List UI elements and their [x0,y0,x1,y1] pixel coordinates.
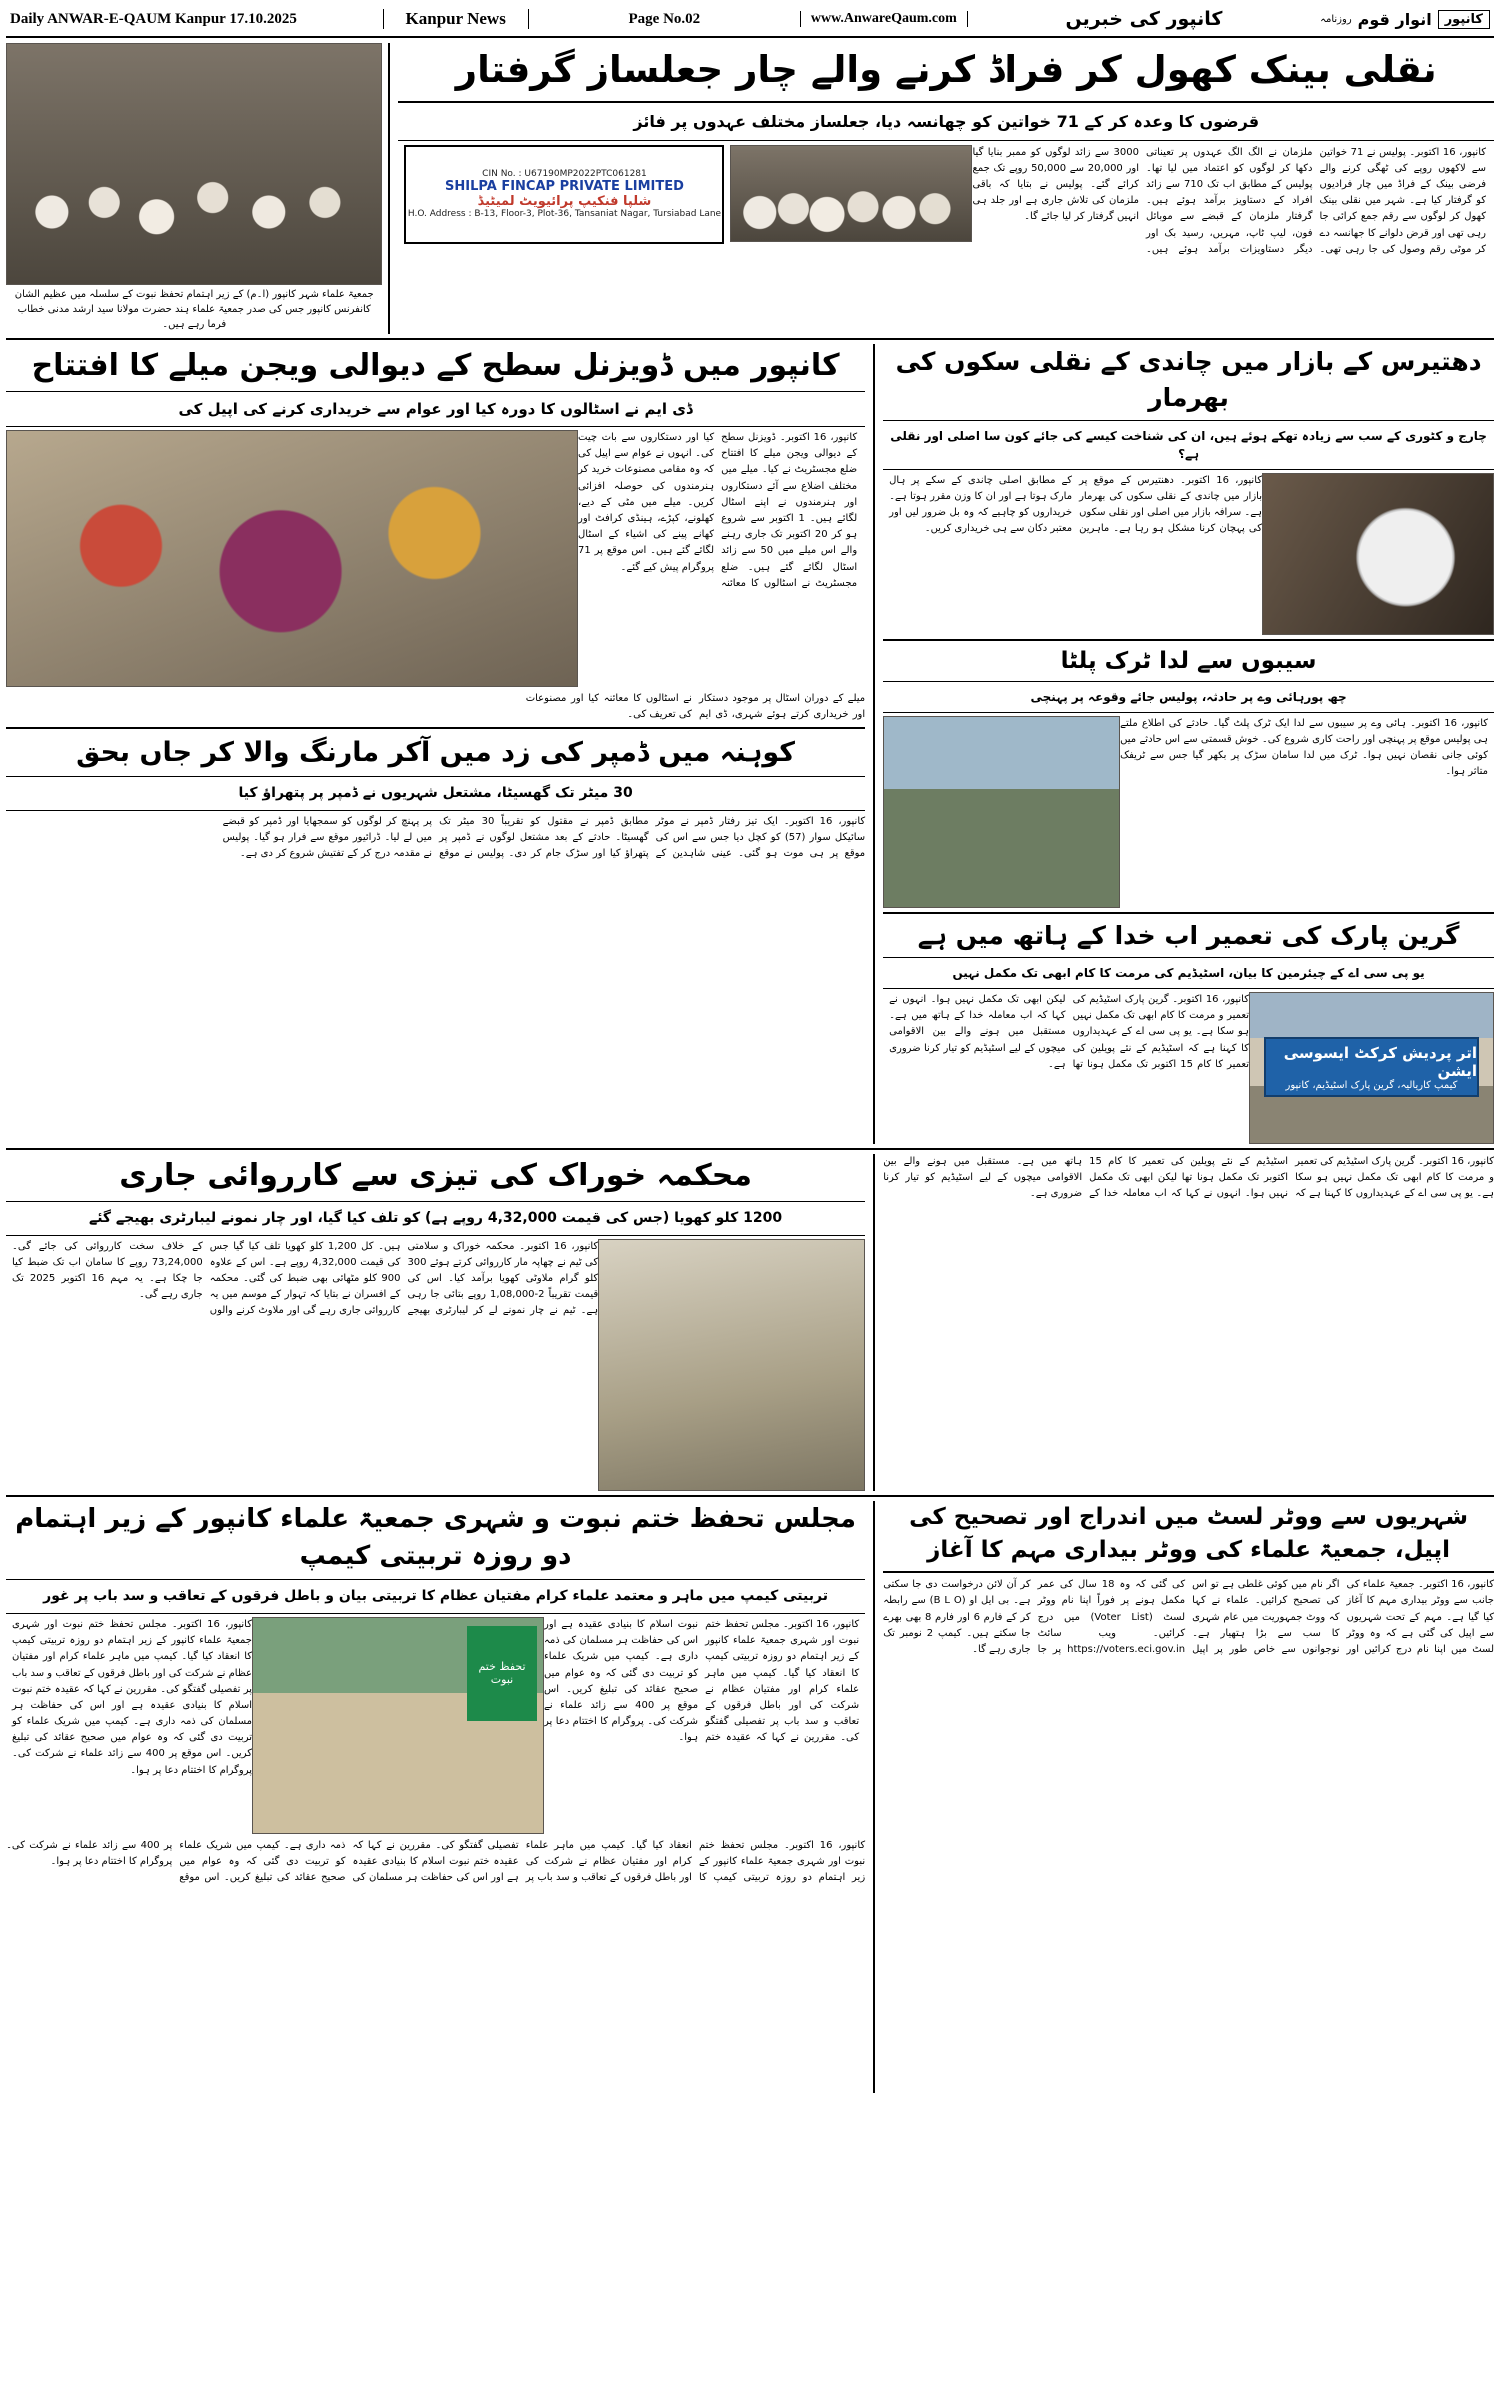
masthead [6,4,1494,38]
story6-body: کانپور، 16 اکتوبر۔ گرین پارک اسٹیڈیم کی تعمیر و مرمت کا کام ابھی تک مکمل نہیں ہو سکا ہے۔ یو پی سی اے کے عہدیداروں کا کہنا ہے کہ اسٹیڈیم کے نئے پویلین کی تعمیر کا کام 15 اکتوبر تک مکمل ہونا تھا لیکن ابھی تک مکمل نہیں ہوا۔ انہوں نے کہا کہ اب معاملہ خدا کے ہاتھ میں ہے۔ مستقبل میں ہونے والے بین الاقوامی میچوں کے لیے اسٹیڈیم کو تیار کرنا ضروری ہے۔ [889,994,1249,1070]
upca-office-photo [1249,992,1494,1144]
story5-headline: کوہنہ میں ڈمپر کی زد میں آکر مارنگ والا کر جاں بحق [76,737,796,769]
story4-body: کانپور، 16 اکتوبر۔ ہائی وے پر سیبوں سے لدا ایک ٹرک پلٹ گیا۔ حادثے کی اطلاع ملتے ہی پولیس موقع پر پہنچی اور راحت کاری شروع کی۔ خوش قسمتی سے اس حادثے میں کوئی جانی نقصان نہیں ہوا۔ ٹرک میں لدا سامان سڑک پر بکھر گیا جس سے ٹریفک متاثر ہوا۔ [1120,717,1488,778]
story4 [883,645,1494,908]
story2-headline: کانپور میں ڈویزنل سطح کے دیوالی ویجن میلے کا افتتاح [31,348,840,383]
story6-headline: گرین پارک کی تعمیر اب خدا کے ہاتھ میں ہے [917,920,1460,950]
story7-headline: محکمہ خوراک کی تیزی سے کارروائی جاری [119,1158,752,1194]
story8-headline: مجلس تحفظ ختم نبوت و شہری جمعیۃ علماء کانپور کے زیر اہتمام دو روزہ تربیتی کیمپ [15,1503,856,1572]
section-title: Kanpur News [383,9,529,29]
story5-body: کانپور، 16 اکتوبر۔ ایک تیز رفتار ڈمپر نے موٹر سائیکل سوار (57) کو کچل دیا جس سے اس کی موقع پر ہی موت ہو گئی۔ عینی شاہدین کے مطابق ڈمپر نے مقتول کو تقریباً 30 میٹر تک گھسیٹا۔ حادثے کے بعد مشتعل لوگوں نے ڈمپر پر پتھراؤ کیا اور سڑک جام کر دی۔ پولیس نے موقع پر پہنچ کر لوگوں کو سمجھایا اور ڈمپر کو قبضے میں لے لیا۔ ڈرائیور موقع سے فرار ہو گیا۔ پولیس نے مقدمہ درج کر کے تفتیش شروع کر دی ہے۔ [222,815,866,859]
website-url[interactable]: www.AnwareQaum.com [800,11,968,27]
masthead-left [10,11,297,28]
logo-kicker: روزنامہ [1320,13,1352,25]
story8-body-b: کانپور، 16 اکتوبر۔ مجلس تحفظ ختم نبوت اور شہری جمعیۃ علماء کانپور کے زیر اہتمام دو روزہ تربیتی کیمپ کا انعقاد کیا گیا۔ کیمپ میں ماہر علماء کرام اور مفتیان عظام نے شرکت کی اور باطل فرقوں کے تعاقب و سد باب پر تفصیلی گفتگو کی۔ مقررین نے کہا کہ عقیدہ ختم نبوت اسلام کا بنیادی عقیدہ ہے اور اس کی حفاظت ہر مسلمان کی ذمہ داری ہے۔ کیمپ میں شریک علماء کو تربیت دی گئی کہ وہ عوام میں صحیح عقائد کی تبلیغ کریں۔ اس موقع پر 400 سے زائد علماء نے شرکت کی۔ پروگرام کا اختتام دعا پر ہوا۔ [544,1618,860,1744]
story3 [883,344,1494,635]
banner-title: SHILPA FINCAP PRIVATE LIMITED [445,179,684,195]
logo-city: کانپور [1438,10,1490,29]
story1-headline: نقلی بینک کھول کر فراڈ کرنے والے چار جعلساز گرفتار [455,48,1437,91]
story3-body: کانپور، 16 اکتوبر۔ دھنتیرس کے موقع پر بازار میں چاندی کے نقلی سکوں کی بھرمار ہے۔ سرافہ بازار میں اصلی اور نقلی سکوں کی پہچان کرنا مشکل ہو رہا ہے۔ ماہرین کے مطابق اصلی چاندی کے سکے پر ہال مارک ہوتا ہے اور ان کا وزن مقرر ہوتا ہے۔ خریداروں کو چاہیے کہ وہ بل ضرور لیں اور معتبر دکان سے ہی خریداری کریں۔ [889,474,1263,535]
story1 [388,43,1494,334]
story1-photo-block [6,43,388,334]
story1-subhead: قرضوں کا وعدہ کر کے 71 خواتین کو چھانسہ دیا، جعلساز مختلف عہدوں پر فائز [633,111,1260,131]
banner-cin: CIN No. : U67190MP2022PTC061281 [482,169,647,180]
issue-date: 17.10.2025 [229,10,297,27]
banner-title-urdu: شلپا فنکیپ پرائیویٹ لمیٹیڈ [477,194,652,210]
conference-photo-caption: جمعیۃ علماء شہر کانپور (ا۔م) کے زیر اہتمام تحفظ نبوت کے سلسلہ میں عظیم الشان کانفرنس کانپور جس کی صدر جمعیۃ علماء ہند حضرت مولانا سید ارشد مدنی خطاب فرما رہے ہیں۔ [14,289,374,330]
story2 [6,344,873,1144]
story8-subhead: تربیتی کیمپ میں ماہر و معتمد علماء کرام مفتیان عظام کا تربیتی بیان و باطل فرقوں کے تعاقب و سد باب پر غور [43,1587,828,1604]
story6-subhead: یو پی سی اے کے چیئرمین کا بیان، اسٹیڈیم کی مرمت کا کام ابھی تک مکمل نہیں [952,966,1425,981]
story3-headline: دھتیرس کے بازار میں چاندی کے نقلی سکوں کی بھرمار [895,347,1482,413]
story7-body: کانپور، 16 اکتوبر۔ محکمہ خوراک و سلامتی کی ٹیم نے چھاپہ مار کارروائی کرتے ہوئے 300 کلو گرام ملاوٹی کھویا برآمد کیا۔ اس کی قیمت تقریباً 2-1,08,000 روپے بتائی جا رہی ہے۔ ٹیم نے چار نمونے لے کر لیبارٹری بھیجے ہیں۔ کل 1,200 کلو کھویا تلف کیا گیا جس کی قیمت 4,32,000 روپے ہے۔ اس کے علاوہ 900 کلو مٹھائی بھی ضبط کی گئی۔ محکمہ کے افسران نے بتایا کہ تہوار کے موسم میں یہ کارروائی جاری رہے گی اور ملاوٹ کرنے والوں کے خلاف سخت کارروائی کی جائے گی۔ 73,24,000 روپے کا سامان اب تک ضبط کیا جا چکا ہے۔ یہ مہم 16 اکتوبر 2025 تک جاری رہے گی۔ [12,1240,599,1317]
company-banner [404,145,724,244]
story6 [883,918,1494,1144]
story2-subhead: ڈی ایم نے اسٹالوں کا دورہ کیا اور عوام سے خریداری کرنے کی اپیل کی [178,399,693,418]
paper-title: Daily ANWAR-E-QAUM Kanpur [10,10,226,27]
banner-address: H.O. Address : B-13, Floor-3, Plot-36, Tansaniat Nagar, Tursiabad Lane [407,209,722,220]
story6-body-cont: کانپور، 16 اکتوبر۔ گرین پارک اسٹیڈیم کی تعمیر و مرمت کا کام ابھی تک مکمل نہیں ہو سکا ہے۔ یو پی سی اے کے عہدیداروں کا کہنا ہے کہ اسٹیڈیم کے نئے پویلین کی تعمیر کا کام 15 اکتوبر تک مکمل ہونا تھا لیکن ابھی تک مکمل نہیں ہوا۔ انہوں نے کہا کہ اب معاملہ خدا کے ہاتھ میں ہے۔ مستقبل میں ہونے والے بین الاقوامی میچوں کے لیے اسٹیڈیم کو تیار کرنا ضروری ہے۔ [883,1156,1495,1200]
overturned-truck-photo [883,716,1120,908]
story5-subhead: 30 میٹر تک گھسیٹا، مشتعل شہریوں نے ڈمپر پر پتھراؤ کیا [238,784,633,801]
diwali-mela-photo [6,430,578,687]
story4-subhead: چھ پورہائی وے پر حادثہ، پولیس جائے وقوعہ پر پہنچی [1030,689,1347,704]
khatm-nabuwat-photo [252,1617,544,1834]
story4-headline: سیبوں سے لدا ٹرک پلٹا [1060,647,1317,674]
story8-body-c: کانپور، 16 اکتوبر۔ مجلس تحفظ ختم نبوت اور شہری جمعیۃ علماء کانپور کے زیر اہتمام دو روزہ تربیتی کیمپ کا انعقاد کیا گیا۔ کیمپ میں ماہر علماء کرام اور مفتیان عظام نے شرکت کی اور باطل فرقوں کے تعاقب و سد باب پر تفصیلی گفتگو کی۔ مقررین نے کہا کہ عقیدہ ختم نبوت اسلام کا بنیادی عقیدہ ہے اور اس کی حفاظت ہر مسلمان کی ذمہ داری ہے۔ کیمپ میں شریک علماء کو تربیت دی گئی کہ وہ عوام میں صحیح عقائد کی تبلیغ کریں۔ اس موقع پر 400 سے زائد علماء نے شرکت کی۔ پروگرام کا اختتام دعا پر ہوا۔ [6,1839,866,1884]
story9 [873,1501,1494,2093]
logo [1320,10,1490,29]
silver-coin-photo [1262,473,1494,635]
conference-photo [6,43,382,285]
police-arrest-photo [730,145,972,242]
story1-banner-block [398,145,724,258]
right-rail [873,344,1494,1144]
upca-sign-title: اتر پردیش کرکٹ ایسوسی ایشن [1283,1043,1477,1080]
food-raid-photo [598,1239,865,1491]
logo-name: انوار قوم [1357,9,1432,29]
upca-signboard [1264,1037,1479,1097]
upca-sign-sub: کیمپ کاریالیہ، گرین پارک اسٹیڈیم، کانپور [1285,1079,1458,1091]
event-banner: تحفظ ختم نبوت [467,1626,537,1721]
story8 [6,1501,873,2093]
right-rail-2 [873,1154,1494,1491]
story9-body: کانپور، 16 اکتوبر۔ جمعیۃ علماء کی جانب سے ووٹر بیداری مہم کا آغاز کیا گیا ہے۔ مہم کے تحت شہریوں سے اپیل کی گئی ہے کہ وہ ووٹر لسٹ میں اپنا نام درج کرائیں اور اگر نام میں کوئی غلطی ہے تو اس کی تصحیح کرائیں۔ علماء نے کہا کہ ووٹ جمہوریت میں عام شہری کا سب سے بڑا ہتھیار ہے۔ نوجوانوں سے خاص طور پر اپیل کی گئی کہ وہ 18 سال کی عمر مکمل ہونے پر فوراً اپنا نام ووٹر لسٹ (Voter List) میں درج کرائیں۔ ویب سائٹ https://voters.eci.gov.in پر جا کر آن لائن درخواست دی جا سکتی ہے۔ بی ایل او (B L O) سے رابطہ کر کے فارم 6 اور فارم 8 بھی بھرے جا سکتے ہیں۔ کیمپ 2 نومبر تک جاری رہے گا۔ [883,1579,1494,1656]
story7-subhead: 1200 کلو کھویا (جس کی قیمت 4,32,000 روپے ہے) کو تلف کیا گیا، اور چار نمونے لیبارٹری بھیجے گئے [89,1209,783,1226]
page-number: Page No.02 [628,10,701,27]
story8-body-a: کانپور، 16 اکتوبر۔ مجلس تحفظ ختم نبوت اور شہری جمعیۃ علماء کانپور کے زیر اہتمام دو روزہ تربیتی کیمپ کا انعقاد کیا گیا۔ کیمپ میں ماہر علماء کرام اور مفتیان عظام نے شرکت کی اور باطل فرقوں کے تعاقب و سد باب پر تفصیلی گفتگو کی۔ مقررین نے کہا کہ عقیدہ ختم نبوت اسلام کا بنیادی عقیدہ ہے اور اس کی حفاظت ہر مسلمان کی ذمہ داری ہے۔ کیمپ میں شریک علماء کو تربیت دی گئی کہ وہ عوام میں صحیح عقائد کی تبلیغ کریں۔ اس موقع پر 400 سے زائد علماء نے شرکت کی۔ پروگرام کا اختتام دعا پر ہوا۔ [12,1618,252,1776]
story1-body: کانپور، 16 اکتوبر۔ پولیس نے 71 خواتین سے لاکھوں روپے کی ٹھگی کرنے والے فرضی بینک کے فراڈ میں چار فرادیوں کو گرفتار کیا ہے۔ شہر میں نقلی بینک کھول کر لوگوں سے رقم جمع کرائی جا رہی تھی اور قرض دلوانے کا جھانسہ دے کر موٹی رقم وصول کی جا رہی تھی۔ ملزمان نے الگ الگ عہدوں پر تعیناتی دکھا کر لوگوں کو اعتماد میں لیا تھا۔ پولیس کے مطابق اب تک 710 سے زائد افراد کے دستاویز برآمد ہوئے ہیں۔ گرفتار ملزمان کے قبضے سے موبائل فون، لیپ ٹاپ، مہریں، رسید بک اور دیگر دستاویزات برآمد ہوئے ہیں۔ 3000 سے زائد لوگوں کو ممبر بنایا گیا اور 20,000 سے 50,000 روپے تک جمع کرائے گئے۔ پولیس نے بتایا کہ باقی ملزمان کی تلاش جاری ہے اور جلد ہی انہیں گرفتار کر لیا جائے گا۔ [972,146,1486,255]
story7 [6,1154,873,1491]
story2-body-cont: میلے کے دوران اسٹال پر موجود دستکار اور خریداری کرتے ہوئے شہری، ڈی ایم نے اسٹالوں کا معائنہ کیا اور مصنوعات کی تعریف کی۔ [525,693,866,721]
story3-subhead: چارج و کٹوری کے سب سے زیادہ تھکے ہوئے ہیں، ان کی شناخت کیسے کی جائے کون سا اصلی اور نقلی ہے؟ [890,428,1487,461]
story9-headline: شہریوں سے ووٹر لسٹ میں اندراج اور تصحیح کی اپیل، جمعیۃ علماء کی ووٹر بیداری مہم کا آغاز [909,1503,1469,1563]
story2-body: کانپور، 16 اکتوبر۔ ڈویزنل سطح کے دیوالی ویجن میلے کا افتتاح ضلع مجسٹریٹ نے کیا۔ میلے میں مختلف اضلاع سے آئے دستکاروں اور ہنرمندوں نے اپنے اسٹال لگائے ہیں۔ 1 اکتوبر سے شروع ہو کر 20 اکتوبر تک جاری رہنے والے اس میلے میں 50 سے زائد اسٹال لگائے گئے ہیں۔ ضلع مجسٹریٹ نے اسٹالوں کا معائنہ کیا اور دستکاروں سے بات چیت کی۔ انہوں نے عوام سے اپیل کی کہ وہ مقامی مصنوعات خرید کر ہنرمندوں کی حوصلہ افزائی کریں۔ میلے میں مٹی کے دیے، کھلونے، کپڑے، ہینڈی کرافٹ اور کھانے پینے کی اشیاء کے اسٹال لگائے گئے ہیں۔ اس موقع پر 71 پروگرام پیش کیے گئے۔ [578,432,858,589]
urdu-section-title: کانپور کی خبریں [1065,8,1223,30]
